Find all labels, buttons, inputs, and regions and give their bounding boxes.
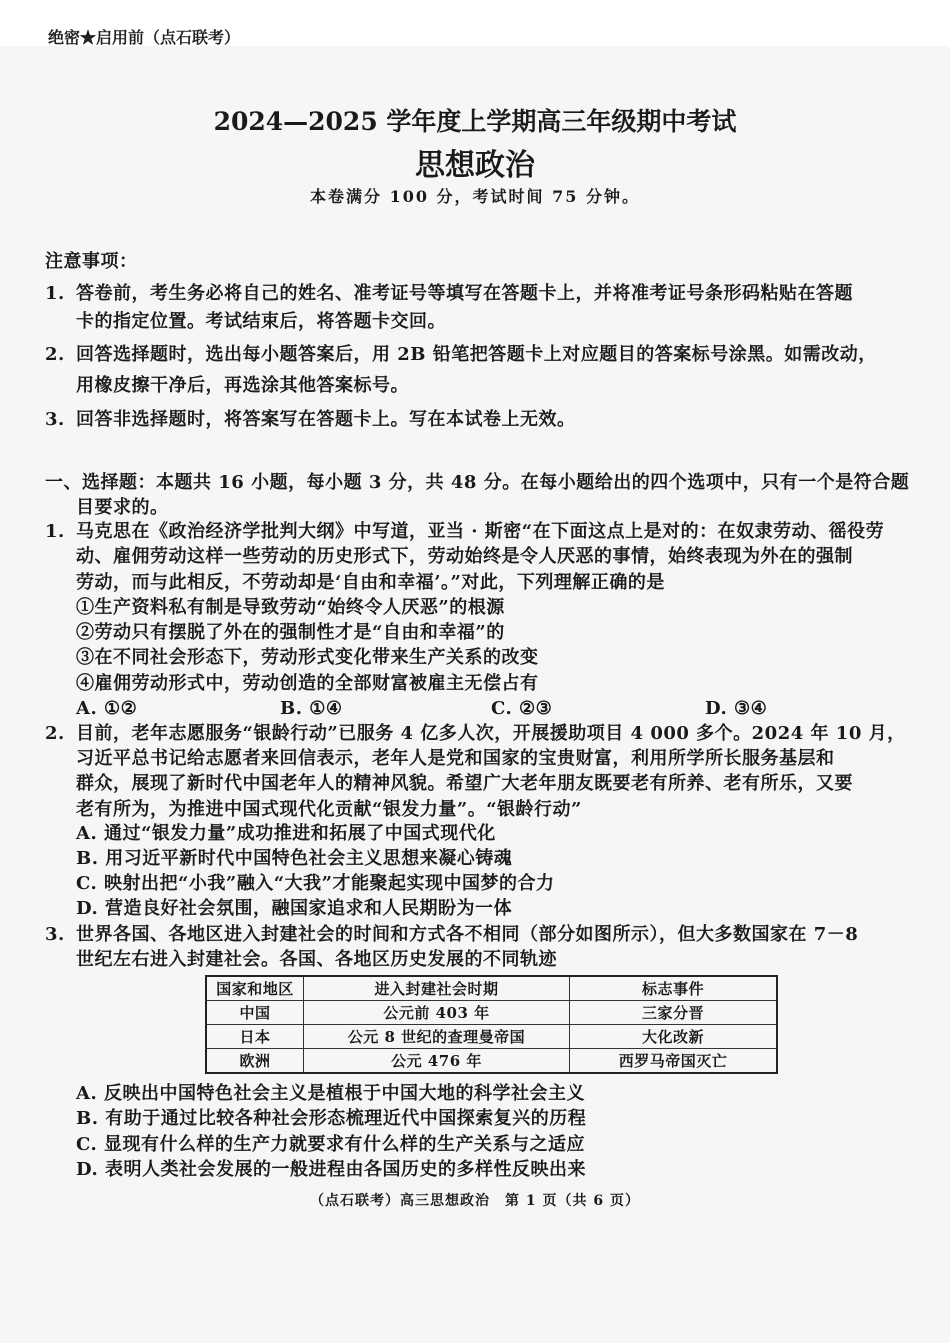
q1-statement: ③在不同社会形态下，劳动形式变化带来生产关系的改变: [76, 647, 539, 668]
q1-option-b: B. ①④: [280, 698, 343, 719]
q1-number: 1.: [45, 521, 65, 542]
table-header: 进入封建社会时期: [304, 976, 570, 1001]
table-cell: 公元 476 年: [304, 1049, 570, 1074]
table-header: 国家和地区: [206, 976, 304, 1001]
q1-statement: ②劳动只有摆脱了外在的强制性才是“自由和幸福”的: [76, 622, 505, 643]
table-cell: 中国: [206, 1001, 304, 1025]
page-footer: （点石联考）高三思想政治 第 1 页（共 6 页）: [310, 1193, 640, 1209]
q2-line: 目前，老年志愿服务“银龄行动”已服务 4 亿多人次，开展援助项目 4 000 多个。2024 年 10 月，: [76, 723, 906, 744]
q1-line: 马克思在《政治经济学批判大纲》中写道，亚当 · 斯密“在下面这点上是对的：在奴隶劳动、徭役劳: [76, 521, 885, 542]
notes-heading: 注意事项：: [45, 251, 138, 272]
note-2-line: 用橡皮擦干净后，再选涂其他答案标号。: [76, 375, 409, 396]
exam-title: 2024—2025 学年度上学期高三年级期中考试: [213, 107, 737, 136]
note-1-line: 卡的指定位置。考试结束后，将答题卡交回。: [76, 311, 446, 332]
q1-option-a: A. ①②: [76, 698, 138, 719]
table-header: 标志事件: [570, 976, 778, 1001]
table-cell: 日本: [206, 1025, 304, 1049]
q1-option-c: C. ②③: [491, 698, 553, 719]
table-row: [206, 1049, 777, 1074]
note-3-line: 回答非选择题时，将答案写在答题卡上。写在本试卷上无效。: [76, 409, 576, 430]
table-header-row: [206, 976, 777, 1001]
q3-line: 世界各国、各地区进入封建社会的时间和方式各不相同（部分如图所示），但大多数国家在 7－8: [76, 924, 859, 945]
note-2-line: 回答选择题时，选出每小题答案后，用 2B 铅笔把答题卡上对应题目的答案标号涂黑。如需改动，: [76, 344, 877, 365]
q2-line: 群众，展现了新时代中国老年人的精神风貌。希望广大老年朋友既要老有所养、老有所乐，又要: [76, 773, 853, 794]
confidential-header: 绝密★启用前（点石联考）: [48, 28, 241, 47]
q3-option-d: D. 表明人类社会发展的一般进程由各国历史的多样性反映出来: [76, 1159, 586, 1180]
q3-option-a: A. 反映出中国特色社会主义是植根于中国大地的科学社会主义: [76, 1083, 585, 1104]
q3-line: 世纪左右进入封建社会。各国、各地区历史发展的不同轨迹: [76, 949, 557, 970]
q1-statement: ①生产资料私有制是导致劳动“始终令人厌恶”的根源: [76, 597, 505, 618]
q1-line: 动、雇佣劳动这样一些劳动的历史形式下，劳动始终是令人厌恶的事情，始终表现为外在的强制: [76, 546, 853, 567]
note-1-line: 答卷前，考生务必将自己的姓名、准考证号等填写在答题卡上，并将准考证号条形码粘贴在答题: [76, 283, 853, 304]
q1-line: 劳动，而与此相反，不劳动却是‘自由和幸福’。”对此，下列理解正确的是: [76, 572, 665, 593]
q2-line: 老有所为，为推进中国式现代化贡献“银发力量”。“银龄行动”: [76, 799, 582, 820]
section-heading: 目要求的。: [76, 497, 169, 518]
subject-title: 思想政治: [415, 148, 535, 183]
exam-info: 本卷满分 100 分，考试时间 75 分钟。: [310, 187, 640, 206]
q2-line: 习近平总书记给志愿者来回信表示，老年人是党和国家的宝贵财富，利用所学所长服务基层和: [76, 748, 835, 769]
table-cell: 公元前 403 年: [304, 1001, 570, 1025]
table-cell: 大化改新: [570, 1025, 778, 1049]
table-cell: 西罗马帝国灭亡: [570, 1049, 778, 1074]
q1-option-d: D. ③④: [705, 698, 768, 719]
table-row: [206, 1025, 777, 1049]
note-2-num: 2.: [45, 344, 65, 365]
q2-number: 2.: [45, 723, 65, 744]
feudal-history-table: [205, 975, 778, 1074]
q3-number: 3.: [45, 924, 65, 945]
q2-option-d: D. 营造良好社会氛围，融国家追求和人民期盼为一体: [76, 898, 512, 919]
note-3-num: 3.: [45, 409, 65, 430]
q1-statement: ④雇佣劳动形式中，劳动创造的全部财富被雇主无偿占有: [76, 673, 539, 694]
table-cell: 公元 8 世纪的查理曼帝国: [304, 1025, 570, 1049]
q2-option-b: B. 用习近平新时代中国特色社会主义思想来凝心铸魂: [76, 848, 513, 869]
section-heading: 一、选择题：本题共 16 小题，每小题 3 分，共 48 分。在每小题给出的四个选项中，只有一个是符合题: [45, 472, 910, 493]
note-1-num: 1.: [45, 283, 65, 304]
table-row: [206, 1001, 777, 1025]
q2-option-c: C. 映射出把“小我”融入“大我”才能聚起实现中国梦的合力: [76, 873, 555, 894]
q3-option-c: C. 显现有什么样的生产力就要求有什么样的生产关系与之适应: [76, 1134, 586, 1155]
table-cell: 三家分晋: [570, 1001, 778, 1025]
q2-option-a: A. 通过“银发力量”成功推进和拓展了中国式现代化: [76, 823, 496, 844]
table-cell: 欧洲: [206, 1049, 304, 1074]
q3-option-b: B. 有助于通过比较各种社会形态梳理近代中国探索复兴的历程: [76, 1108, 587, 1129]
